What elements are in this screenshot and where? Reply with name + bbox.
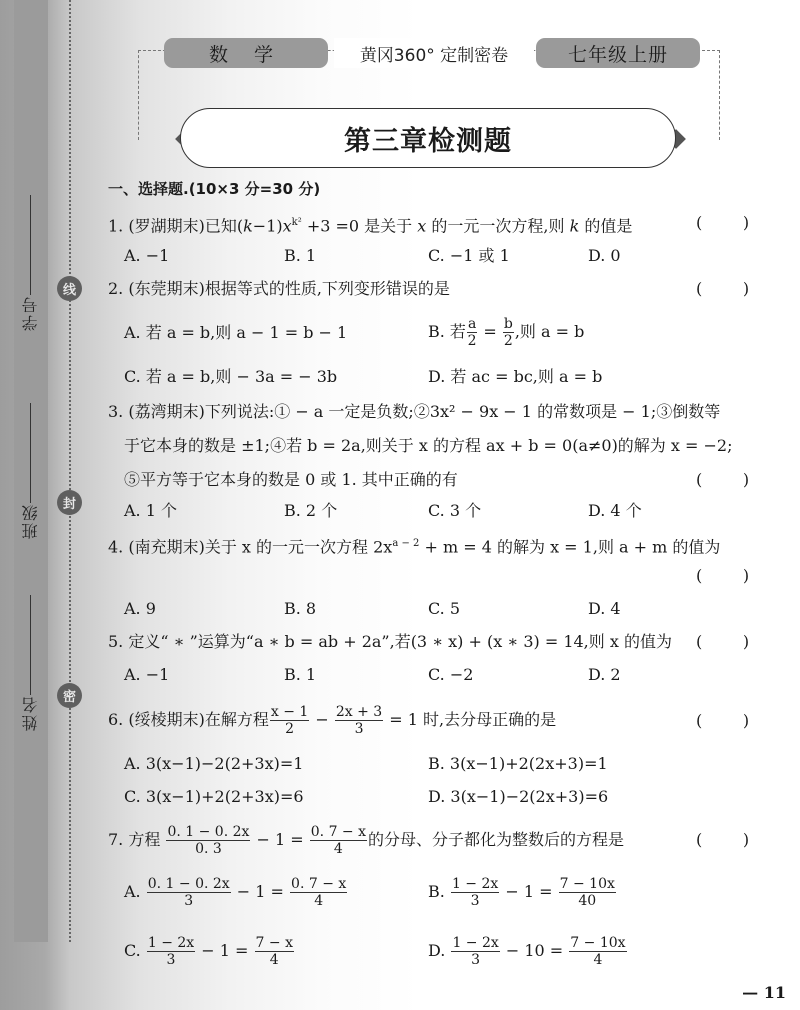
denominator: 2 — [467, 333, 477, 349]
student-id-field — [18, 195, 42, 331]
chapter-title: 第三章检测题 — [344, 125, 512, 157]
q7-option-b[interactable] — [428, 876, 617, 909]
numerator: x − 1 — [270, 704, 309, 720]
q5-option-a[interactable]: A. −1 — [124, 665, 170, 684]
q3-answer-blank[interactable]: ( ) — [696, 470, 750, 489]
numerator: 7 − 10x — [570, 935, 626, 951]
name-field — [18, 595, 42, 731]
q7-text: 7. 方程 — [108, 830, 166, 849]
class-blank[interactable] — [30, 403, 31, 503]
denominator: 4 — [333, 841, 343, 857]
option-text: − 1 = — [231, 882, 290, 901]
fraction — [270, 704, 309, 737]
class-field — [18, 403, 42, 539]
fraction — [147, 876, 231, 909]
q7-option-a[interactable] — [124, 876, 348, 909]
numerator: 0. 7 − x — [310, 824, 367, 840]
denominator: 2 — [503, 333, 513, 349]
denominator: 2 — [285, 721, 295, 737]
series-title: 黄冈360° 定制密卷 — [334, 38, 534, 68]
binding-cut-line — [69, 0, 71, 942]
numerator: 1 − 2x — [147, 935, 195, 951]
q2-answer-blank[interactable]: ( ) — [696, 279, 750, 298]
q6-option-d[interactable]: D. 3(x−1)−2(2x+3)=6 — [428, 787, 609, 806]
q6-text: 6. (绥棱期末)在解方程 — [108, 710, 269, 729]
q2-option-b[interactable] — [428, 316, 584, 349]
option-label: B. — [428, 882, 450, 901]
q4-option-c[interactable]: C. 5 — [428, 599, 461, 618]
seal-line-icon: 线 — [57, 276, 82, 301]
numerator: 0. 1 − 0. 2x — [147, 876, 230, 892]
question-5-stem: 5. 定义“ ∗ ”运算为“a ∗ b = ab + 2a”,若(3 ∗ x) + (x ∗ 3) = 14,则 x 的值为 — [108, 632, 672, 651]
question-3-stem-line-3: ⑤平方等于它本身的数是 0 或 1. 其中正确的有 — [124, 470, 458, 489]
q5-option-d[interactable]: D. 2 — [588, 665, 621, 684]
q4-exponent: a − 2 — [392, 538, 420, 549]
fraction — [290, 876, 347, 909]
q7-text: − 1 = — [251, 830, 309, 849]
var-k: k — [243, 216, 253, 236]
question-4-stem — [108, 533, 720, 558]
fraction — [166, 824, 250, 857]
q6-answer-blank[interactable]: ( ) — [696, 711, 750, 730]
var-k: k — [569, 216, 580, 236]
section-heading: 一、选择题.(10×3 分=30 分) — [108, 180, 321, 198]
q5-option-c[interactable]: C. −2 — [428, 665, 474, 684]
q7-answer-blank[interactable]: ( ) — [696, 830, 750, 849]
q4-text: 4. (南充期末)关于 x 的一元一次方程 2x — [108, 537, 393, 557]
chapter-title-box — [180, 108, 676, 168]
seal-seal-icon: 封 — [57, 490, 82, 515]
fraction — [467, 316, 477, 349]
fraction — [335, 704, 383, 737]
q1-option-b[interactable]: B. 1 — [284, 246, 317, 265]
q6-option-a[interactable]: A. 3(x−1)−2(2+3x)=1 — [124, 754, 304, 773]
var-x: x — [282, 216, 292, 236]
q6-text: − — [310, 710, 334, 729]
numerator: 0. 7 − x — [291, 876, 347, 892]
denominator: 3 — [471, 952, 481, 968]
student-id-label: 学号 — [20, 295, 40, 331]
q1-text: 的一元一次方程,则 — [426, 216, 570, 236]
denominator: 3 — [166, 952, 176, 968]
question-6-stem — [108, 704, 556, 737]
q2-option-d[interactable]: D. 若 ac = bc,则 a = b — [428, 367, 603, 386]
q2b-text: = — [478, 322, 502, 341]
option-text: − 1 = — [500, 882, 558, 901]
numerator: a — [467, 316, 477, 332]
numerator: 2x + 3 — [335, 704, 383, 720]
denominator: 4 — [314, 893, 324, 909]
q6-text: = 1 时,去分母正确的是 — [384, 710, 557, 729]
denominator: 3 — [354, 721, 364, 737]
denominator: 4 — [269, 952, 279, 968]
fraction — [503, 316, 514, 349]
option-label: C. — [124, 941, 146, 960]
seal-secret-icon: 密 — [57, 683, 82, 708]
q3-option-d[interactable]: D. 4 个 — [588, 501, 642, 520]
name-label: 姓名 — [20, 695, 40, 731]
q5-answer-blank[interactable]: ( ) — [696, 632, 750, 651]
fraction — [569, 935, 626, 968]
q1-text: 1. (罗湖期末)已知( — [108, 216, 244, 236]
q7-option-d[interactable] — [428, 935, 628, 968]
fraction — [255, 935, 294, 968]
denominator: 3 — [470, 893, 480, 909]
option-label: A. — [124, 882, 146, 901]
numerator: b — [503, 316, 513, 332]
q6-option-c[interactable]: C. 3(x−1)+2(2+3x)=6 — [124, 787, 304, 806]
q4-text: + m = 4 的解为 x = 1,则 a + m 的值为 — [419, 537, 721, 557]
q6-option-b[interactable]: B. 3(x−1)+2(2x+3)=1 — [428, 754, 608, 773]
numerator: 7 − x — [255, 935, 293, 951]
q2b-text: ,则 a = b — [514, 322, 585, 341]
q4-option-d[interactable]: D. 4 — [588, 599, 621, 618]
q1-text: −1) — [252, 216, 283, 236]
q5-option-b[interactable]: B. 1 — [284, 665, 317, 684]
q1-text: 的值是 — [579, 216, 633, 236]
fraction — [147, 935, 195, 968]
q4-option-a[interactable]: A. 9 — [124, 599, 156, 618]
fraction — [310, 824, 367, 857]
q2-option-a[interactable]: A. 若 a = b,则 a − 1 = b − 1 — [124, 323, 348, 342]
denominator: 0. 3 — [195, 841, 222, 857]
q3-option-b[interactable]: B. 2 个 — [284, 501, 338, 520]
option-text: − 1 = — [196, 941, 254, 960]
q7-option-c[interactable] — [124, 935, 295, 968]
numerator: 7 − 10x — [559, 876, 615, 892]
grade-badge: 七年级上册 — [536, 38, 700, 68]
numerator: 0. 1 − 0. 2x — [167, 824, 250, 840]
denominator: 3 — [184, 893, 194, 909]
question-1-stem — [108, 212, 632, 237]
q1-answer-blank[interactable]: ( ) — [696, 213, 750, 232]
q3-option-c[interactable]: C. 3 个 — [428, 501, 482, 520]
student-id-blank[interactable] — [30, 195, 31, 295]
numerator: 1 − 2x — [451, 876, 499, 892]
q4-option-b[interactable]: B. 8 — [284, 599, 317, 618]
q1-text: +3 =0 是关于 — [301, 216, 418, 236]
option-label: D. — [428, 941, 451, 960]
class-label: 班级 — [20, 503, 40, 539]
fraction — [451, 876, 499, 909]
fraction — [451, 935, 499, 968]
denominator: 40 — [578, 893, 597, 909]
numerator: 1 − 2x — [452, 935, 499, 951]
q2-option-c[interactable]: C. 若 a = b,则 − 3a = − 3b — [124, 367, 338, 386]
q1-option-d[interactable]: D. 0 — [588, 246, 621, 265]
question-2-stem: 2. (东莞期末)根据等式的性质,下列变形错误的是 — [108, 279, 450, 298]
name-blank[interactable] — [30, 595, 31, 695]
question-3-stem-line-2: 于它本身的数是 ±1;④若 b = 2a,则关于 x 的方程 ax + b = 0(a≠0)的解为 x = −2; — [124, 436, 733, 455]
denominator: 4 — [593, 952, 603, 968]
q1-exponent: k² — [291, 217, 302, 228]
page-number: — 11 — [742, 983, 786, 1002]
q1-option-a[interactable]: A. −1 — [124, 246, 170, 265]
question-7-stem — [108, 824, 624, 857]
option-text: − 10 = — [500, 941, 569, 960]
q4-answer-blank[interactable]: ( ) — [696, 566, 750, 585]
q3-option-a[interactable]: A. 1 个 — [124, 501, 177, 520]
q7-text: 的分母、分子都化为整数后的方程是 — [368, 830, 625, 849]
subject-badge: 数 学 — [164, 38, 328, 68]
q2b-text: B. 若 — [428, 322, 466, 341]
fraction — [559, 876, 616, 909]
var-x: x — [417, 216, 427, 236]
q1-option-c[interactable]: C. −1 或 1 — [428, 246, 510, 265]
question-3-stem-line-1: 3. (荔湾期末)下列说法:① − a 一定是负数;②3x² − 9x − 1 的常数项是 − 1;③倒数等 — [108, 402, 721, 421]
